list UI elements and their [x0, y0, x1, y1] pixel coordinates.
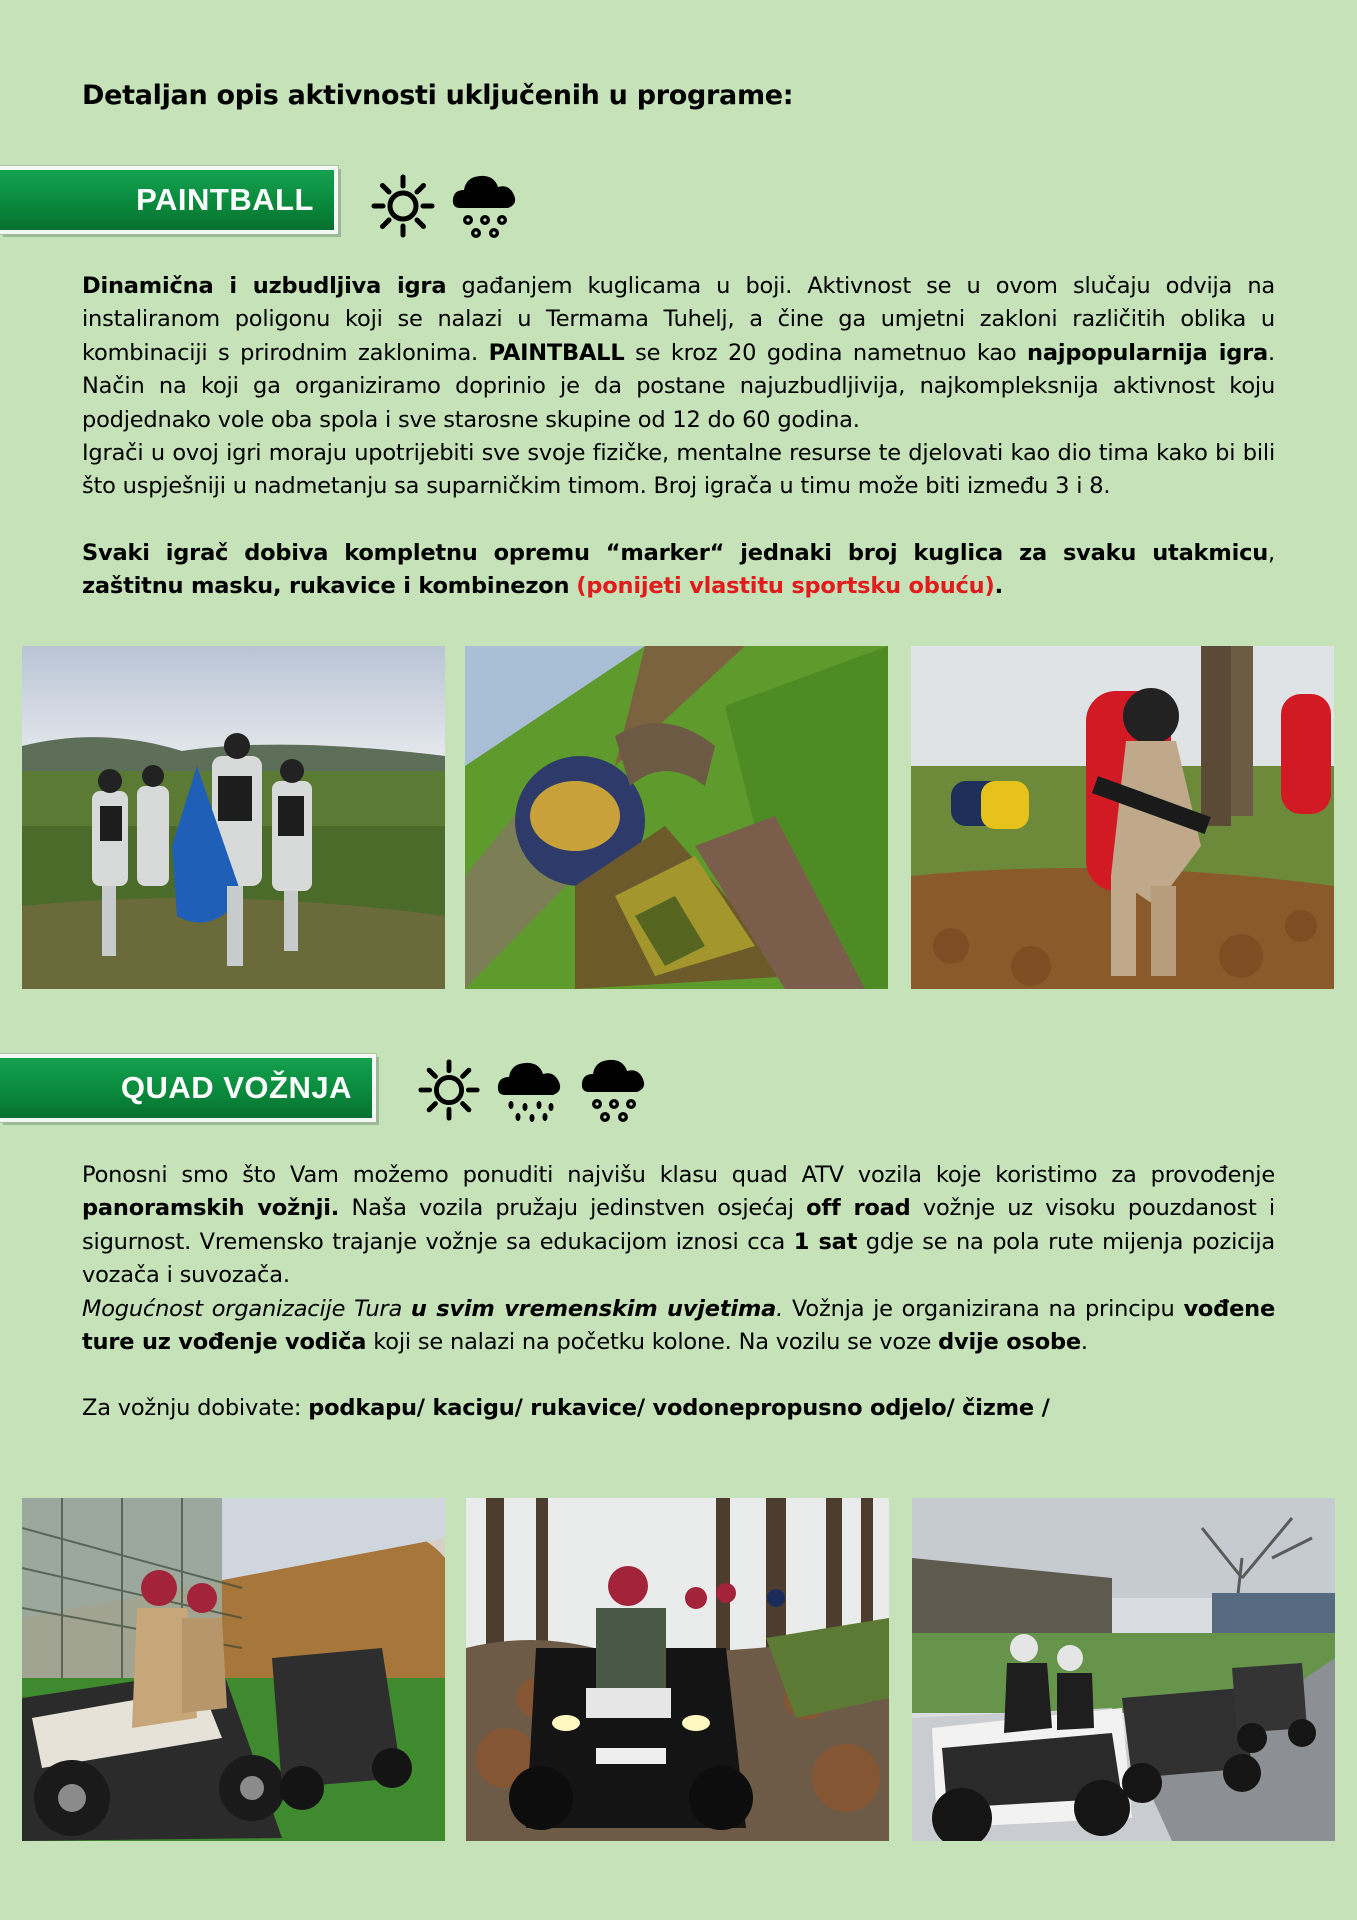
footwear-note: (ponijeti vlastitu sportsku obuću): [576, 573, 995, 600]
paintball-paragraph-2: Igrači u ovoj igri moraju upotrijebiti sve svoje fizičke, mentalne resurse te djelovati kao dio tima kako bi bili što uspješniji u nadmetanju sa suparničkim timom. Broj igrača u timu može biti između 3 i 8.: [82, 440, 1275, 500]
paintball-paragraph-1: Dinamična i uzbudljiva igra gađanjem kuglicama u boji. Aktivnost se u ovom slučaju odvija na instaliranom poligonu koji se nalazi u Termama Tuhelj, a čine ga umjetni zakloni različitih oblika u kombinaciji s prirodnim zaklonima. PAINTBALL se kroz 20 godina nametnuo kao najpopularnija igra. Način na koji ga organiziramo doprinio je da postane najuzbudljivija, najkompleksnija aktivnost koju podjednako vole oba spola i sve starosne skupine od 12 do 60 godina.: [82, 273, 1275, 433]
paintball-selfie-photo: [465, 646, 888, 989]
sun-icon: [417, 1058, 481, 1122]
quad-paragraph-1: Ponosni smo što Vam možemo ponuditi najvišu klasu quad ATV vozila koje koristimo za provođenje panoramskih vožnji. Naša vozila pružaju jedinstven osjećaj off road vožnje uz visoku pouzdanost i sigurnost. Vremensko trajanje vožnje sa edukacijom iznosi cca 1 sat gdje se na pola rute mijenja pozicija vozača i suvozača.: [82, 1162, 1275, 1289]
paintball-player-photo: [911, 646, 1334, 989]
quad-title: QUAD VOŽNJA: [120, 1070, 352, 1105]
paintball-title: PAINTBALL: [136, 182, 314, 217]
paintball-equipment-paragraph: Svaki igrač dobiva kompletnu opremu “marker“ jednaki broj kuglica za svaku utakmicu, zaštitnu masku, rukavice i kombinezon (ponijeti vlastitu sportsku obuću).: [82, 539, 1275, 600]
quad-forest-photo: [466, 1498, 889, 1841]
quad-group-photo: [22, 1498, 445, 1841]
paintball-weather-icons: [370, 168, 520, 244]
sun-icon: [370, 173, 436, 239]
page-heading: Detaljan opis aktivnosti uključenih u programe:: [82, 80, 794, 111]
paintball-banner: [0, 166, 338, 234]
rain-cloud-icon: [495, 1055, 565, 1125]
quad-weather-icons: [417, 1052, 649, 1128]
quad-equipment-paragraph: Za vožnju dobivate: podkapu/ kacigu/ rukavice/ vodonepropusno odjelo/ čizme /: [82, 1395, 1050, 1422]
quad-description: [82, 1159, 1275, 1426]
quad-paragraph-2: Mogućnost organizacije Tura u svim vremenskim uvjetima. Vožnja je organizirana na principu vođene ture uz vođenje vodiča koji se nalazi na početku kolone. Na vozilu se voze dvije osobe.: [82, 1295, 1276, 1356]
snow-cloud-icon: [450, 168, 520, 244]
snow-cloud-icon: [579, 1052, 649, 1128]
quad-banner: [0, 1054, 376, 1122]
quad-column-photo: [912, 1498, 1335, 1841]
paintball-team-photo: [22, 646, 445, 989]
paintball-description: [82, 270, 1275, 604]
